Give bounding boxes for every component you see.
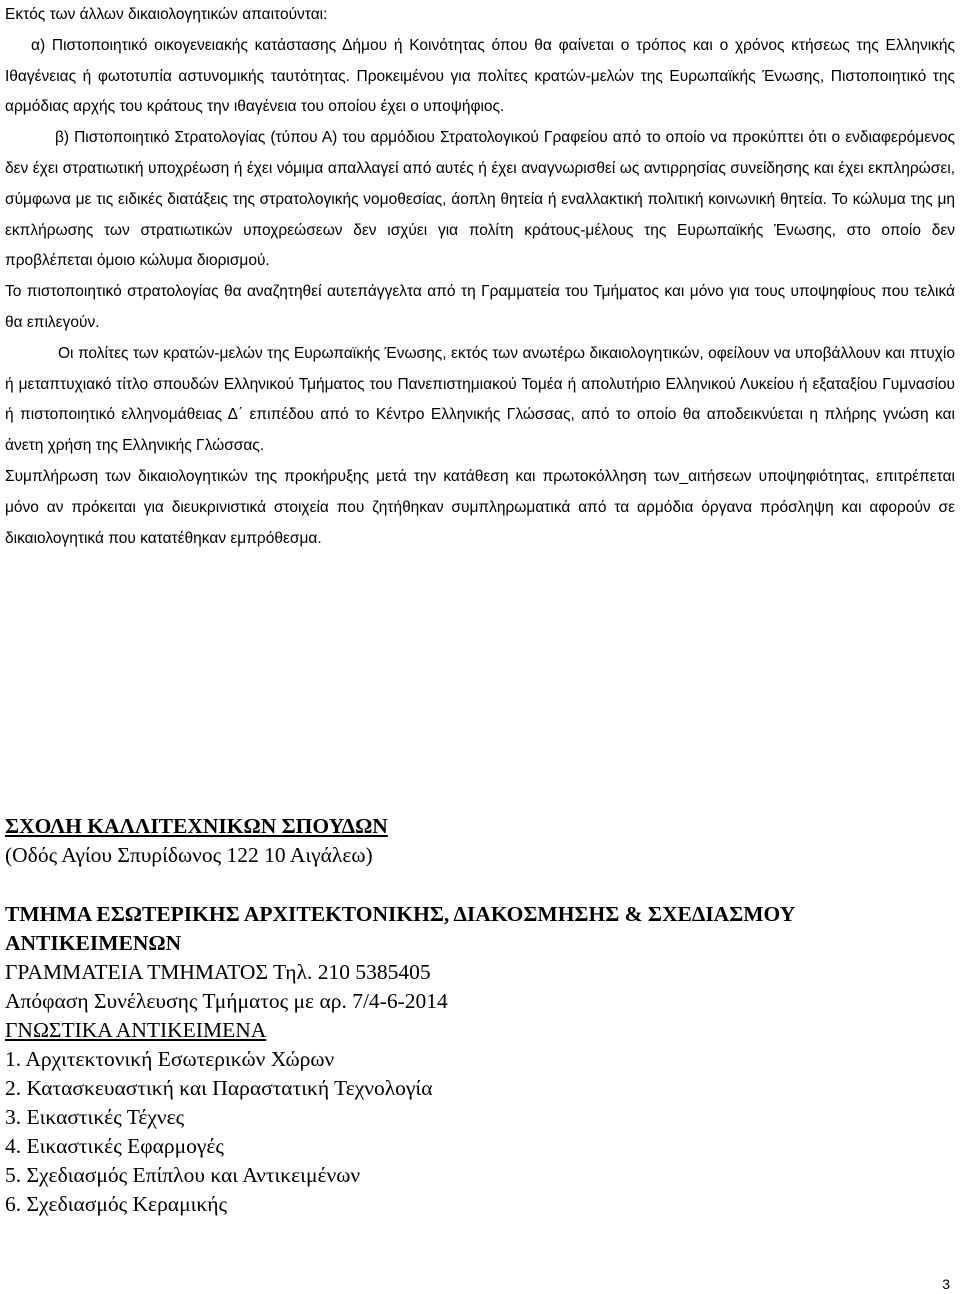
school-title: ΣΧΟΛΗ ΚΑΛΛΙΤΕΧΝΙΚΩΝ ΣΠΟΥΔΩΝ (5, 814, 388, 838)
school-address: (Οδός Αγίου Σπυρίδωνος 122 10 Αιγάλεω) (5, 843, 373, 867)
list-item: 3. Εικαστικές Τέχνες (5, 1105, 185, 1129)
document-page (5, 0, 955, 554)
intro-line: Εκτός των άλλων δικαιολογητικών απαιτούνται: (5, 6, 328, 23)
decision-line: Απόφαση Συνέλευσης Τμήματος με αρ. 7/4-6-2014 (5, 989, 448, 1013)
subjects-heading: ΓΝΩΣΤΙΚΑ ΑΝΤΙΚΕΙΜΕΝΑ (5, 1018, 267, 1042)
department-section (5, 812, 955, 1219)
list-item: 4. Εικαστικές Εφαρμογές (5, 1134, 224, 1158)
list-item: 5. Σχεδιασμός Επίπλου και Αντικειμένων (5, 1163, 361, 1187)
paragraph-a: α) Πιστοποιητικό οικογενειακής κατάστασης Δήμου ή Κοινότητας όπου θα φαίνεται ο τρόπος και ο χρόνος κτήσεως της Ελληνικής Ιθαγένειας ή φωτοτυπία αστυνομικής ταυτότητας. Προκειμένου για πολίτες κρατών-μελών της Ευρωπαϊκής Ένωσης, Πιστοποιητικό της αρμόδιας αρχής του κράτους την ιθαγένεια του οποίου έχει ο υποψήφιος. (5, 36, 955, 116)
list-item: 6. Σχεδιασμός Κεραμικής (5, 1192, 227, 1216)
list-item: 1. Αρχιτεκτονική Εσωτερικών Χώρων (5, 1047, 335, 1071)
secretariat-line: ΓΡΑΜΜΑΤΕΙΑ ΤΜΗΜΑΤΟΣ Τηλ. 210 5385405 (5, 960, 431, 984)
page-number: 3 (942, 1276, 950, 1292)
department-title: ΤΜΗΜΑ ΕΣΩΤΕΡΙΚΗΣ ΑΡΧΙΤΕΚΤΟΝΙΚΗΣ, ΔΙΑΚΟΣΜΗΣΗΣ & ΣΧΕΔΙΑΣΜΟΥ ΑΝΤΙΚΕΙΜΕΝΩΝ (5, 902, 796, 955)
list-item: 2. Κατασκευαστική και Παραστατική Τεχνολογία (5, 1076, 433, 1100)
subject-list (5, 1045, 955, 1219)
paragraph-eu: Οι πολίτες των κρατών-μελών της Ευρωπαϊκής Ένωσης, εκτός των ανωτέρω δικαιολογητικών, οφείλουν να υποβάλλουν και πτυχίο ή μεταπτυχιακό τίτλο σπουδών Ελληνικού Τμήματος του Πανεπιστημιακού Τομέα ή απολυτήριο Ελληνικού Λυκείου ή εξαταξίου Γυμνασίου ή πιστοποιητικό ελληνομάθειας Δ΄ επιπέδου από το Κέντρο Ελληνικής Γλώσσας, από το οποίο θα αποδεικνύεται η πλήρης γνώση και άνετη χρήση της Ελληνικής Γλώσσας. (5, 344, 955, 455)
paragraph-supplement: Συμπλήρωση των δικαιολογητικών της προκήρυξης μετά την κατάθεση και πρωτοκόλληση των_αιτήσεων υποψηφιότητας, επιτρέπεται μόνο αν πρόκειται για διευκρινιστικά στοιχεία που ζητήθηκαν συμπληρωματικά από τα αρμόδια όργανα πρόσληψη και αφορούν σε δικαιολογητικά που κατατέθηκαν εμπρόθεσμα. (5, 467, 955, 547)
paragraph-military: Το πιστοποιητικό στρατολογίας θα αναζητηθεί αυτεπάγγελτα από τη Γραμματεία του Τμήματος και μόνο για τους υποψηφίους που τελικά θα επιλεγούν. (5, 283, 955, 331)
paragraph-b: β) Πιστοποιητικό Στρατολογίας (τύπου Α) του αρμόδιου Στρατολογικού Γραφείου από το οποίο να προκύπτει ότι ο ενδιαφερόμενος δεν έχει στρατιωτική υποχρέωση ή έχει νόμιμα απαλλαγεί από αυτές ή έχει αναγνωρισθεί ως αντιρρησίας συνείδησης και έχει εκπληρώσει, σύμφωνα με τις ειδικές διατάξεις της στρατολογικής νομοθεσίας, άοπλη θητεία ή εναλλακτική πολιτική κοινωνική θητεία. Το κώλυμα της μη εκπλήρωσης των στρατιωτικών υποχρεώσεων δεν ισχύει για πολίτη κράτους-μέλους της Ευρωπαϊκής Ένωσης, στο οποίο δεν προβλέπεται όμοιο κώλυμα διορισμού. (5, 129, 955, 270)
